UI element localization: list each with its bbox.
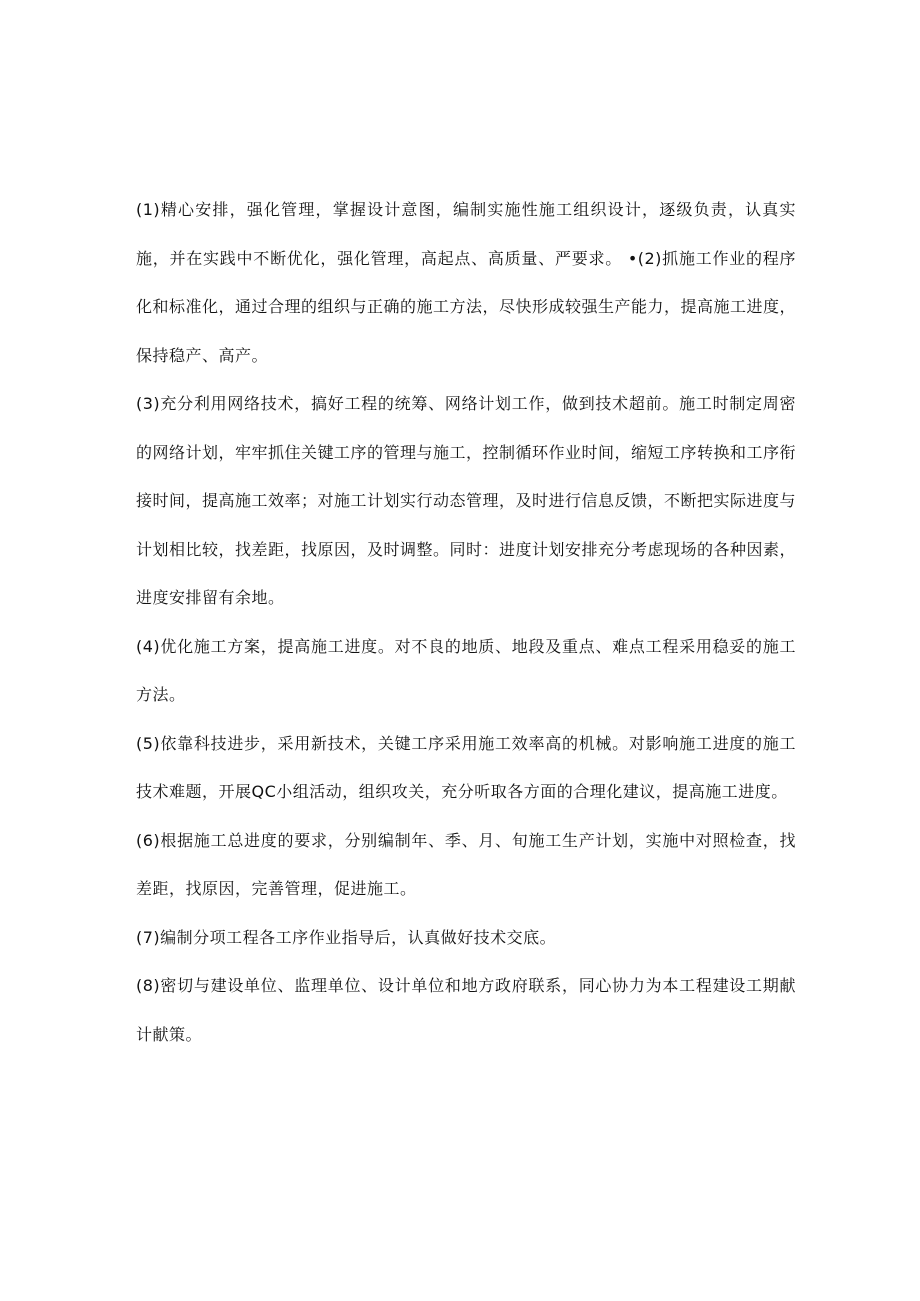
paragraph-7: (7)编制分项工程各工序作业指导后，认真做好技术交底。 xyxy=(136,927,557,947)
document-body xyxy=(136,186,796,1059)
paragraph-4: (4)优化施工方案，提高施工进度。对不良的地质、地段及重点、难点工程采用稳妥的施工方法。 xyxy=(136,636,796,704)
paragraph-1-2: (1)精心安排，强化管理，掌握设计意图，编制实施性施工组织设计，逐级负责，认真实施，并在实践中不断优化，强化管理，高起点、高质量、严要求。 •(2)抓施工作业的程序化和标准化，通过合理的组织与正确的施工方法，尽快形成较强生产能力，提高施工进度，保持稳产、高产。 xyxy=(136,200,797,365)
paragraph-6: (6)根据施工总进度的要求，分别编制年、季、月、旬施工生产计划，实施中对照检查，找差距，找原因，完善管理，促进施工。 xyxy=(136,830,796,898)
paragraph-5: (5)依靠科技进步，采用新技术，关键工序采用施工效率高的机械。对影响施工进度的施工技术难题，开展QC小组活动，组织攻关，充分听取各方面的合理化建议，提高施工进度。 xyxy=(136,733,796,801)
paragraph-8: (8)密切与建设单位、监理单位、设计单位和地方政府联系，同心协力为本工程建设工期献计献策。 xyxy=(136,976,796,1044)
paragraph-3: (3)充分利用网络技术，搞好工程的统筹、网络计划工作，做到技术超前。施工时制定周密的网络计划，牢牢抓住关键工序的管理与施工，控制循环作业时间，缩短工序转换和工序衔接时间，提高施工效率；对施工计划实行动态管理，及时进行信息反馈，不断把实际进度与计划相比较，找差距，找原因，及时调整。同时：进度计划安排充分考虑现场的各种因素，进度安排留有余地。 xyxy=(136,394,797,607)
